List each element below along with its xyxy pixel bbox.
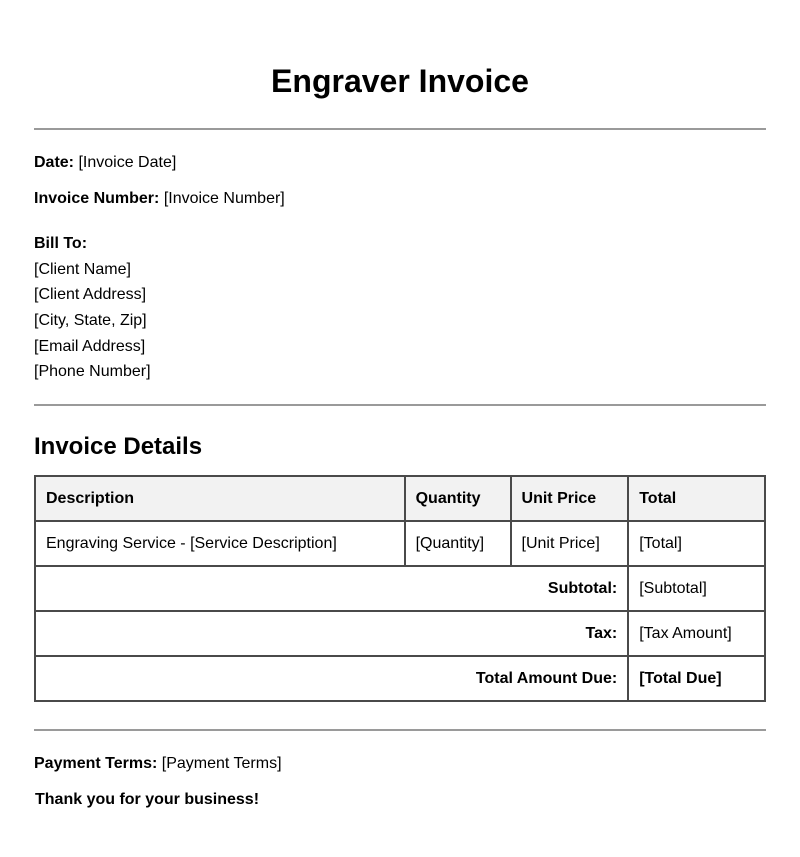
invoice-number-value: [Invoice Number] [163,190,285,207]
invoice-items-table [34,475,766,702]
payment-terms-line [34,754,282,774]
column-header-description: Description [35,476,405,521]
date-value: [Invoice Date] [78,154,177,171]
subtotal-row [35,566,765,611]
client-city-state-zip: [City, State, Zip] [34,312,147,329]
date-label: Date: [34,154,75,171]
divider-middle [34,404,766,406]
date-line [34,153,176,173]
tax-row [35,611,765,656]
divider-bottom [34,729,766,731]
column-header-unit-price: Unit Price [511,476,629,521]
table-row [35,521,765,566]
tax-value: [Tax Amount] [628,611,765,656]
tax-label: Tax: [35,611,628,656]
bill-to-label: Bill To: [34,235,88,252]
client-email: [Email Address] [34,338,146,355]
thank-you-message: Thank you for your business! [35,791,260,808]
invoice-number-label: Invoice Number: [34,190,160,207]
payment-terms-value: [Payment Terms] [161,755,282,772]
column-header-total: Total [628,476,765,521]
table-header-row [35,476,765,521]
subtotal-label: Subtotal: [35,566,628,611]
column-header-quantity: Quantity [405,476,511,521]
cell-description: Engraving Service - [Service Description] [35,521,405,566]
invoice-title: Engraver Invoice [271,63,529,99]
invoice-number-line [34,189,285,209]
cell-total: [Total] [628,521,765,566]
client-address: [Client Address] [34,286,147,303]
cell-quantity: [Quantity] [405,521,511,566]
invoice-details-heading: Invoice Details [34,433,203,460]
payment-terms-label: Payment Terms: [34,755,158,772]
total-due-value: [Total Due] [628,656,765,701]
client-phone: [Phone Number] [34,363,151,380]
cell-unit-price: [Unit Price] [511,521,629,566]
total-due-row [35,656,765,701]
total-due-label: Total Amount Due: [35,656,628,701]
divider-top [34,128,766,130]
client-name: [Client Name] [34,261,131,278]
subtotal-value: [Subtotal] [628,566,765,611]
